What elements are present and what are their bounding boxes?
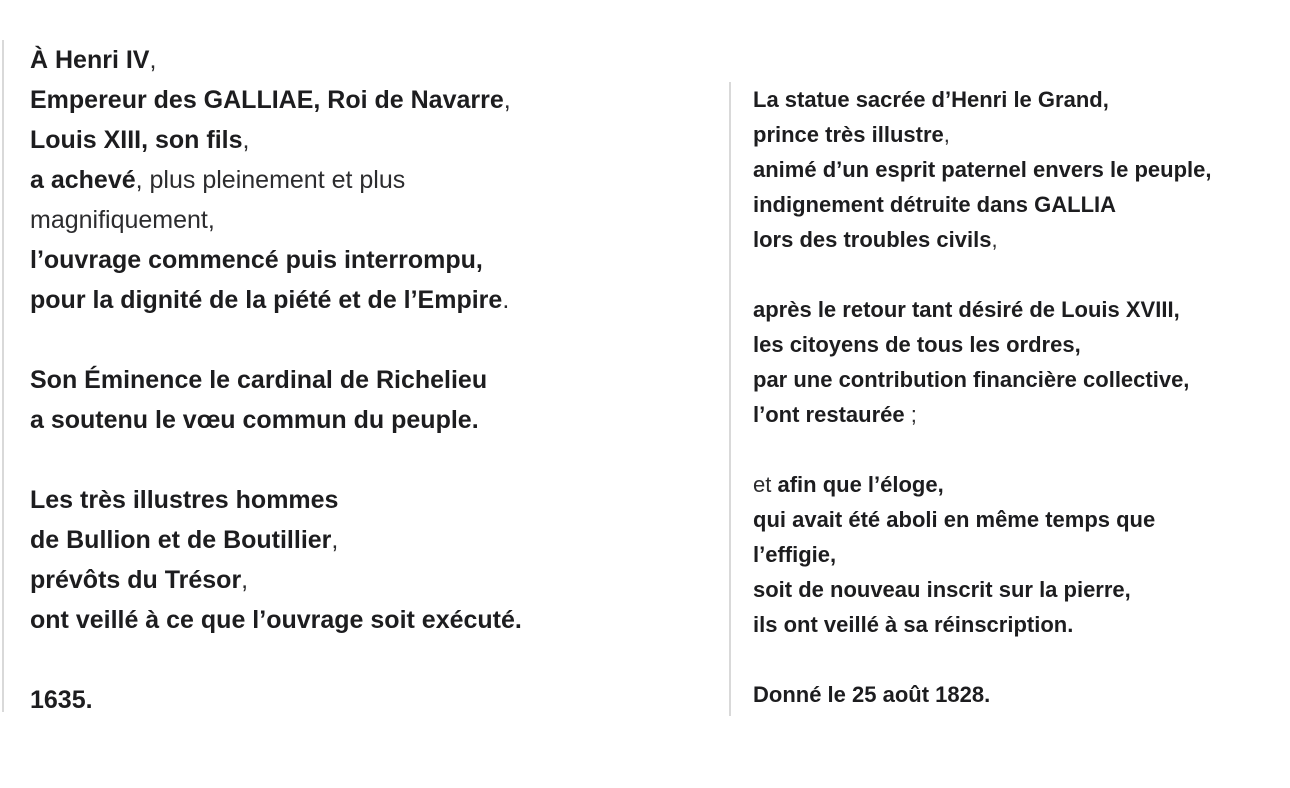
stanza-gap xyxy=(753,642,1290,677)
stanza-gap xyxy=(30,640,670,680)
text-line xyxy=(753,397,1290,432)
text-line: les citoyens de tous les ordres, xyxy=(753,332,1081,357)
left-stanza-dedication xyxy=(30,40,670,320)
text-span: , xyxy=(241,566,249,594)
date-line: Donné le 25 août 1828. xyxy=(753,682,991,707)
text-span: , xyxy=(943,122,950,147)
text-line xyxy=(30,560,670,600)
text-line: animé d’un esprit paternel envers le peuple, xyxy=(753,157,1212,182)
text-span: . xyxy=(502,286,510,314)
text-line xyxy=(30,160,670,200)
text-line xyxy=(30,40,670,80)
text-line xyxy=(30,520,670,560)
right-inscription-column xyxy=(729,82,1290,716)
right-stanza-statue xyxy=(753,82,1290,257)
text-line: indignement détruite dans GALLIA xyxy=(753,192,1117,217)
text-line: par une contribution financière collective, xyxy=(753,367,1190,392)
text-line: l’effigie, xyxy=(753,542,837,567)
text-span: et xyxy=(753,472,772,497)
text-span: l’ont restaurée xyxy=(753,402,905,427)
text-span: de Bullion et de Boutillier xyxy=(30,526,332,554)
left-stanza-date xyxy=(30,680,670,720)
text-span: prévôts du Trésor xyxy=(30,566,242,594)
stanza-gap xyxy=(753,432,1290,467)
text-line: magnifiquement, xyxy=(30,206,215,234)
text-line: l’ouvrage commencé puis interrompu, xyxy=(30,246,483,274)
text-line xyxy=(30,280,670,320)
text-line: qui avait été aboli en même temps que xyxy=(753,507,1156,532)
text-span: , xyxy=(242,126,250,154)
text-line xyxy=(753,222,1290,257)
text-span: , xyxy=(991,227,998,252)
text-line: soit de nouveau inscrit sur la pierre, xyxy=(753,577,1131,602)
text-span: , xyxy=(331,526,339,554)
text-line: après le retour tant désiré de Louis XVIII, xyxy=(753,297,1180,322)
text-line: Son Éminence le cardinal de Richelieu xyxy=(30,366,488,394)
left-inscription-column xyxy=(2,40,670,712)
text-line: ont veillé à ce que l’ouvrage soit exécuté. xyxy=(30,606,522,634)
text-span: , xyxy=(149,46,157,74)
text-span: Louis XIII, son fils xyxy=(30,126,243,154)
text-span: , plus pleinement et plus xyxy=(135,166,406,194)
stanza-gap xyxy=(753,257,1290,292)
text-line xyxy=(30,80,670,120)
text-line: ils ont veillé à sa réinscription. xyxy=(753,612,1074,637)
text-span: lors des troubles civils xyxy=(753,227,992,252)
text-span: ; xyxy=(904,402,917,427)
text-line xyxy=(30,120,670,160)
text-span: Empereur des GALLIAE, Roi de Navarre xyxy=(30,86,504,114)
text-span: pour la dignité de la piété et de l’Empire xyxy=(30,286,503,314)
text-line xyxy=(753,467,1290,502)
date-line: 1635. xyxy=(30,686,93,714)
left-stanza-richelieu xyxy=(30,360,670,440)
text-span: a achevé xyxy=(30,166,136,194)
text-line: La statue sacrée d’Henri le Grand, xyxy=(753,87,1109,112)
text-span: prince très illustre xyxy=(753,122,944,147)
stanza-gap xyxy=(30,320,670,360)
left-stanza-provosts xyxy=(30,480,670,640)
text-span: , xyxy=(503,86,511,114)
text-span: afin que l’éloge, xyxy=(771,472,944,497)
text-line: a soutenu le vœu commun du peuple. xyxy=(30,406,479,434)
text-line xyxy=(753,117,1290,152)
text-line: Les très illustres hommes xyxy=(30,486,339,514)
right-stanza-date xyxy=(753,677,1290,712)
right-stanza-restoration xyxy=(753,292,1290,432)
text-span: À Henri IV xyxy=(30,46,150,74)
stanza-gap xyxy=(30,440,670,480)
right-stanza-reinscription xyxy=(753,467,1290,642)
